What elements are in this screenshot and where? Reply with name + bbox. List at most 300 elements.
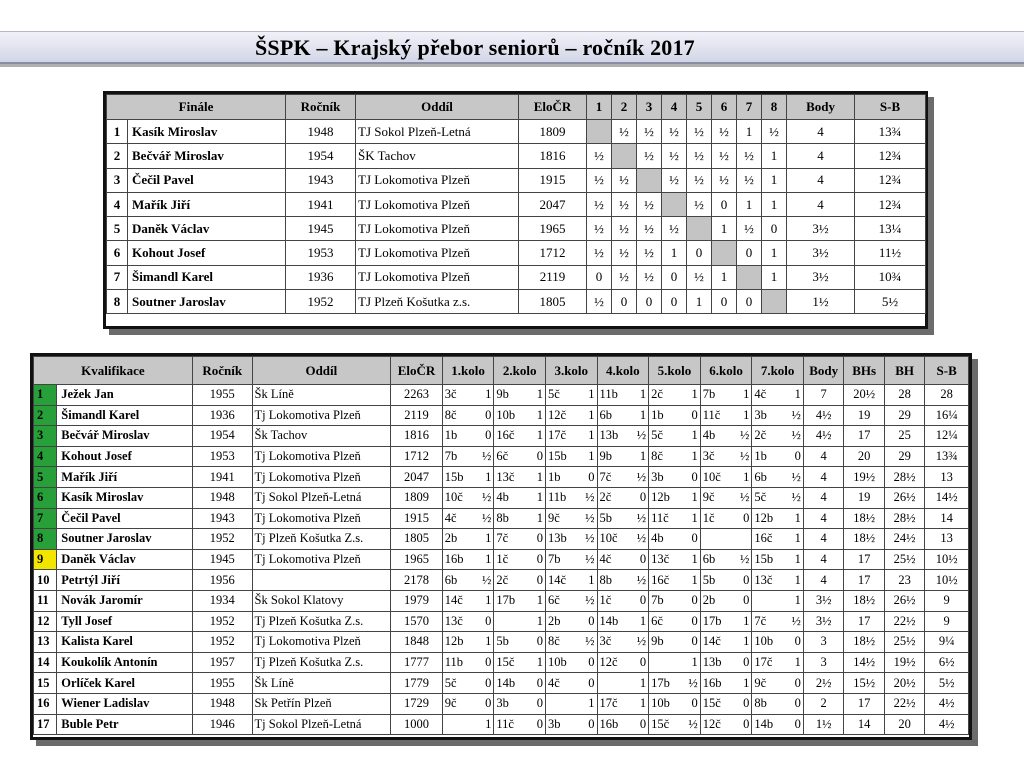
game-score: 0 (743, 510, 750, 525)
sonneborn-berger: 11½ (855, 241, 926, 265)
game-score: 1 (536, 613, 543, 628)
opponent-color: 6č (651, 613, 663, 628)
opponent-color: 5č (444, 675, 457, 690)
sonneborn-berger: 4½ (925, 714, 969, 735)
opponent-color: 6b (444, 572, 458, 587)
opponent-color: 12č (599, 655, 618, 670)
round-result-pair (754, 717, 801, 732)
buchholz-short: 19 (844, 405, 884, 426)
game-score: 0 (691, 634, 698, 649)
round-result-pair (548, 490, 595, 505)
game-score: 1 (485, 716, 492, 731)
final-header-r3: 3 (637, 95, 662, 120)
round-result (442, 487, 494, 508)
page-title: ŠSPK – Krajský přebor seniorů – ročník 2017 (255, 35, 695, 60)
round-result (752, 652, 804, 673)
round-result-pair (651, 552, 698, 567)
birth-year: 1948 (286, 120, 356, 144)
qual-row (34, 405, 969, 426)
rank-cell: 6 (34, 487, 57, 508)
round-result (442, 652, 494, 673)
rank-cell: 5 (107, 217, 128, 241)
rank-cell: 7 (107, 265, 128, 289)
round-result-pair (703, 552, 750, 567)
round-result-pair (651, 511, 698, 526)
round-result-pair (496, 449, 543, 464)
round-result (545, 446, 597, 467)
elo-rating: 2263 (391, 385, 443, 406)
round-result (494, 714, 546, 735)
crosstable-result: ½ (637, 192, 662, 216)
points: 3 (803, 632, 843, 653)
buchholz-short: 18½ (844, 529, 884, 550)
game-score: ½ (585, 490, 595, 505)
points: 3½ (803, 611, 843, 632)
round-result-pair (496, 676, 543, 691)
round-result (649, 714, 701, 735)
crosstable-result: ½ (737, 168, 762, 192)
round-result (494, 529, 546, 550)
buchholz: 26½ (884, 590, 924, 611)
game-score: 0 (485, 675, 492, 690)
opponent-color: 12b (754, 510, 774, 525)
game-score: 0 (794, 449, 801, 464)
final-row (107, 168, 926, 192)
opponent-color: 10b (496, 407, 516, 422)
buchholz-short: 17 (844, 611, 884, 632)
opponent-color: 12č (702, 716, 721, 731)
sonneborn-berger: 13¾ (925, 446, 969, 467)
round-result (700, 590, 752, 611)
final-row (107, 192, 926, 216)
birth-year: 1953 (192, 446, 252, 467)
opponent-color: 7b (702, 387, 716, 402)
round-result-pair (754, 511, 801, 526)
round-result-pair (445, 552, 492, 567)
rank-cell: 8 (34, 529, 57, 550)
round-result (494, 570, 546, 591)
qualification-table (33, 356, 969, 735)
round-result-pair (548, 676, 595, 691)
game-score: ½ (791, 428, 801, 443)
points: 4 (803, 529, 843, 550)
game-score: 1 (743, 469, 750, 484)
round-result (597, 611, 649, 632)
round-result (597, 652, 649, 673)
birth-year: 1957 (192, 652, 252, 673)
opponent-color: 12č (547, 407, 567, 422)
round-result (649, 611, 701, 632)
final-header-r8: 8 (762, 95, 787, 120)
game-score: 0 (691, 531, 698, 546)
round-result-pair (600, 408, 647, 423)
round-result (597, 385, 649, 406)
rank-cell: 1 (107, 120, 128, 144)
sonneborn-berger: 12¾ (855, 168, 926, 192)
opponent-color: 10b (547, 655, 567, 670)
round-result (545, 549, 597, 570)
game-score: 0 (536, 675, 543, 690)
rank-cell: 16 (34, 693, 57, 714)
round-result-pair (600, 696, 647, 711)
club-name: Tj Lokomotiva Plzeň (252, 632, 391, 653)
round-result (700, 693, 752, 714)
opponent-color: 5č (651, 428, 663, 443)
round-result (494, 652, 546, 673)
qual-header-bhs: BHs (844, 357, 884, 385)
final-header-r1: 1 (587, 95, 612, 120)
points: 4 (787, 144, 855, 168)
buchholz: 22½ (884, 693, 924, 714)
elo-rating: 1965 (519, 217, 587, 241)
buchholz: 19½ (884, 652, 924, 673)
opponent-color: 8b (599, 572, 613, 587)
round-result-pair (703, 449, 750, 464)
opponent-color: 7č (496, 531, 509, 546)
round-result-pair (548, 593, 595, 608)
game-score: 1 (691, 490, 698, 505)
round-result (442, 385, 494, 406)
round-result-pair (754, 573, 801, 588)
round-result-pair (754, 676, 801, 691)
elo-rating: 1805 (519, 290, 587, 314)
crosstable-result: 0 (737, 241, 762, 265)
round-result (494, 446, 546, 467)
round-result-pair (445, 490, 492, 505)
points: 3½ (787, 265, 855, 289)
game-score: 1 (536, 469, 543, 484)
elo-rating: 1809 (519, 120, 587, 144)
sonneborn-berger: 9 (925, 611, 969, 632)
club-name: TJ Lokomotiva Plzeň (356, 192, 519, 216)
club-name: Tj Lokomotiva Plzeň (252, 467, 391, 488)
sonneborn-berger: 12¾ (855, 192, 926, 216)
qual-header-bh: BH (884, 357, 924, 385)
qual-header-k6: 6.kolo (700, 357, 752, 385)
sonneborn-berger: 6½ (925, 652, 969, 673)
qual-header-kvalifikace: Kvalifikace (34, 357, 193, 385)
game-score: 0 (536, 531, 543, 546)
round-result-pair (754, 614, 801, 629)
sonneborn-berger: 9 (925, 590, 969, 611)
game-score: 1 (794, 387, 801, 402)
player-name: Šimandl Karel (128, 265, 286, 289)
club-name: Tj Lokomotiva Plzeň (252, 446, 391, 467)
game-score: ½ (636, 510, 647, 525)
final-header-elo: EloČR (519, 95, 587, 120)
game-score: 1 (588, 428, 595, 443)
sonneborn-berger: 13¾ (855, 120, 926, 144)
round-result (597, 693, 649, 714)
buchholz-short: 20½ (844, 385, 884, 406)
round-result-pair (496, 531, 543, 546)
round-result-pair (754, 655, 801, 670)
round-result (545, 529, 597, 550)
elo-rating: 1816 (519, 144, 587, 168)
buchholz: 25½ (884, 549, 924, 570)
opponent-color: 2b (702, 593, 716, 608)
crosstable-result: ½ (637, 144, 662, 168)
opponent-color: 9b (496, 387, 509, 402)
round-result (597, 632, 649, 653)
round-result (649, 570, 701, 591)
crosstable-result: 0 (712, 192, 737, 216)
round-result (442, 405, 494, 426)
elo-rating: 1712 (391, 446, 443, 467)
round-result (442, 693, 494, 714)
player-name: Kasík Miroslav (57, 487, 193, 508)
crosstable-result (712, 241, 737, 265)
buchholz: 20½ (884, 673, 924, 694)
game-score: 0 (639, 655, 647, 670)
player-name: Bečvář Miroslav (57, 426, 193, 447)
round-result-pair (445, 634, 492, 649)
round-result-pair (703, 593, 750, 608)
rank-cell: 1 (34, 385, 57, 406)
club-name: Tj Plzeň Košutka Z.s. (252, 611, 391, 632)
buchholz-short: 17 (844, 426, 884, 447)
rank-cell: 4 (107, 192, 128, 216)
player-name: Soutner Jaroslav (57, 529, 193, 550)
player-name: Čečil Pavel (128, 168, 286, 192)
final-header-r6: 6 (712, 95, 737, 120)
player-name: Kasík Miroslav (128, 120, 286, 144)
round-result (597, 529, 649, 550)
points: 4 (803, 446, 843, 467)
opponent-color: 8č (547, 634, 560, 649)
qual-header-k2: 2.kolo (494, 357, 546, 385)
game-score: 0 (691, 593, 698, 608)
round-result (700, 405, 752, 426)
birth-year: 1934 (192, 590, 252, 611)
game-score: ½ (585, 593, 595, 608)
game-score: 1 (743, 675, 750, 690)
game-score: 0 (485, 428, 492, 443)
birth-year: 1952 (192, 529, 252, 550)
qual-row (34, 467, 969, 488)
round-result-pair (496, 387, 543, 402)
round-result (597, 590, 649, 611)
opponent-color: 17b (651, 675, 670, 690)
sonneborn-berger: 9¼ (925, 632, 969, 653)
crosstable-result: ½ (637, 265, 662, 289)
game-score: 1 (691, 552, 698, 567)
birth-year: 1952 (286, 290, 356, 314)
round-result-pair (445, 428, 492, 443)
game-score: 0 (588, 655, 595, 670)
opponent-color: 15č (702, 696, 721, 711)
game-score: 1 (743, 407, 750, 422)
game-score: 1 (794, 510, 801, 525)
opponent-color: 12b (651, 490, 670, 505)
crosstable-result: ½ (687, 265, 712, 289)
final-header-row (107, 95, 926, 120)
rank-cell: 12 (34, 611, 57, 632)
sonneborn-berger: 14½ (925, 487, 969, 508)
opponent-color: 9b (599, 449, 613, 464)
round-result (442, 590, 494, 611)
game-score: 1 (485, 593, 492, 608)
buchholz: 29 (884, 405, 924, 426)
game-score: 0 (639, 490, 647, 505)
round-result-pair (548, 387, 595, 402)
elo-rating: 2047 (519, 192, 587, 216)
crosstable-result: 1 (687, 290, 712, 314)
final-header-sb: S-B (855, 95, 926, 120)
buchholz: 28½ (884, 467, 924, 488)
opponent-color: 13b (547, 531, 567, 546)
rank-cell: 7 (34, 508, 57, 529)
game-score: 0 (794, 696, 801, 711)
round-result (545, 693, 597, 714)
opponent-color: 3b (754, 407, 767, 422)
game-score: ½ (585, 634, 595, 649)
player-name: Wiener Ladislav (57, 693, 193, 714)
buchholz: 29 (884, 446, 924, 467)
game-score: 1 (536, 510, 543, 525)
round-result-pair (651, 428, 698, 443)
opponent-color: 13b (599, 428, 619, 443)
round-result-pair (548, 511, 595, 526)
round-result-pair (651, 676, 698, 691)
round-result-pair (651, 614, 698, 629)
game-score: 0 (536, 634, 543, 649)
round-result-pair (548, 531, 595, 546)
game-score: ½ (585, 552, 595, 567)
round-result-pair (754, 531, 801, 546)
round-result (442, 570, 494, 591)
buchholz-short: 19 (844, 487, 884, 508)
qual-row (34, 508, 969, 529)
player-name: Bečvář Miroslav (128, 144, 286, 168)
qual-header-year: Ročník (192, 357, 252, 385)
opponent-color: 1č (496, 552, 509, 567)
game-score: 1 (588, 572, 595, 587)
round-result-pair (496, 428, 543, 443)
game-score: 1 (536, 387, 543, 402)
qual-row (34, 426, 969, 447)
buchholz: 28½ (884, 508, 924, 529)
round-result (752, 693, 804, 714)
points: 2 (803, 693, 843, 714)
round-result (752, 611, 804, 632)
round-result-pair (703, 428, 750, 443)
round-result-pair (754, 408, 801, 423)
elo-rating: 1848 (391, 632, 443, 653)
round-result-pair (496, 573, 543, 588)
round-result-pair (496, 552, 543, 567)
round-result (545, 405, 597, 426)
elo-rating: 1570 (391, 611, 443, 632)
sonneborn-berger: 13¼ (855, 217, 926, 241)
opponent-color: 1b (651, 407, 664, 422)
round-result (752, 487, 804, 508)
buchholz-short: 18½ (844, 632, 884, 653)
round-result-pair (754, 593, 801, 608)
qual-row (34, 693, 969, 714)
round-result (597, 426, 649, 447)
game-score: 0 (536, 449, 543, 464)
crosstable-result (737, 265, 762, 289)
round-result-pair (703, 387, 750, 402)
elo-rating: 2119 (519, 265, 587, 289)
round-result (442, 426, 494, 447)
crosstable-result: ½ (662, 168, 687, 192)
crosstable-result: 0 (762, 217, 787, 241)
game-score: 1 (588, 449, 595, 464)
opponent-color: 16č (496, 428, 515, 443)
opponent-color: 14b (754, 716, 774, 731)
elo-rating: 1805 (391, 529, 443, 550)
opponent-color: 12b (444, 634, 464, 649)
player-name: Koukolík Antonín (57, 652, 193, 673)
opponent-color: 1č (702, 510, 715, 525)
opponent-color: 3č (444, 387, 457, 402)
round-result-pair (496, 614, 543, 629)
round-result (494, 693, 546, 714)
game-score: 1 (794, 593, 801, 608)
player-name: Šimandl Karel (57, 405, 193, 426)
player-name: Orlíček Karel (57, 673, 193, 694)
opponent-color: 3č (702, 449, 715, 464)
round-result-pair (600, 593, 647, 608)
game-score: ½ (739, 552, 750, 567)
qual-row (34, 673, 969, 694)
opponent-color: 7b (444, 449, 458, 464)
game-score: 1 (794, 572, 801, 587)
game-score: ½ (481, 510, 492, 525)
round-result (752, 426, 804, 447)
round-result-pair (445, 470, 492, 485)
club-name: Tj Sokol Plzeň-Letná (252, 714, 391, 735)
player-name: Daněk Václav (128, 217, 286, 241)
round-result-pair (600, 573, 647, 588)
game-score: ½ (481, 490, 492, 505)
round-result (597, 570, 649, 591)
game-score: 1 (691, 449, 698, 464)
crosstable-result: ½ (612, 192, 637, 216)
game-score: ½ (791, 407, 801, 422)
birth-year: 1946 (192, 714, 252, 735)
rank-cell: 11 (34, 590, 57, 611)
round-result-pair (651, 696, 698, 711)
player-name: Buble Petr (57, 714, 193, 735)
qual-header-club: Oddíl (252, 357, 391, 385)
game-score: 1 (588, 407, 595, 422)
qual-row (34, 652, 969, 673)
game-score: 1 (639, 387, 647, 402)
sonneborn-berger: 28 (925, 385, 969, 406)
round-result (700, 426, 752, 447)
game-score: ½ (636, 634, 647, 649)
round-result-pair (703, 614, 750, 629)
points: 2½ (803, 673, 843, 694)
points: 4 (803, 549, 843, 570)
opponent-color: 4č (547, 675, 560, 690)
buchholz-short: 17 (844, 693, 884, 714)
round-result (597, 673, 649, 694)
sonneborn-berger: 12¾ (855, 144, 926, 168)
opponent-color: 2b (547, 613, 561, 628)
points: 7 (803, 385, 843, 406)
round-result (700, 446, 752, 467)
round-result (494, 590, 546, 611)
qual-row (34, 714, 969, 735)
round-result (597, 405, 649, 426)
round-result (752, 673, 804, 694)
game-score: 1 (691, 428, 698, 443)
sonneborn-berger: 10½ (925, 570, 969, 591)
